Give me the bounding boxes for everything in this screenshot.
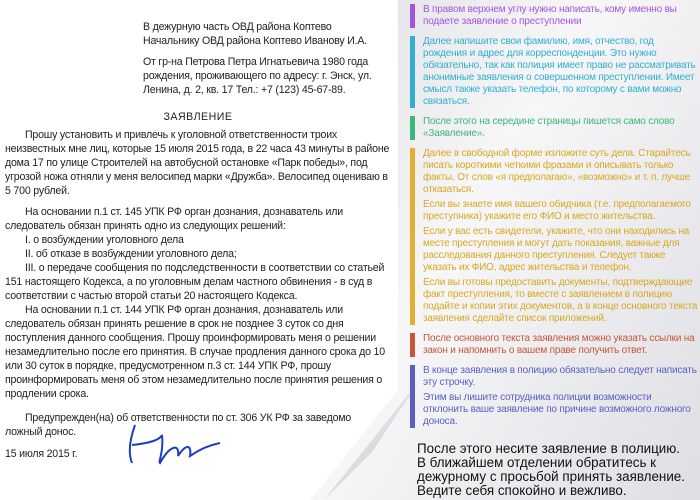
document-title: ЗАЯВЛЕНИЕ	[163, 111, 233, 123]
final-instructions	[410, 442, 698, 498]
note-addressee	[410, 4, 698, 28]
list-item: II. об отказе в возбуждении уголовного дела;	[25, 248, 237, 260]
note-false-report	[410, 365, 698, 428]
note-text: После этого на середине страницы пишется само слово «Заявление».	[423, 116, 675, 139]
note-text: Если вы знаете имя вашего обидчика (т.е. предполагаемого преступника) укажите его ФИО и место жительства.	[423, 199, 691, 222]
date-signature-row	[5, 447, 391, 467]
annotations-column	[410, 4, 698, 498]
document-content	[5, 20, 391, 467]
note-body	[410, 148, 698, 325]
list-item: III. о передаче сообщения по подследственности в соответствии со статьей 151 настоящего Кодекса, а по уголовным делам частного обвинения - в суд в соответствии с частью второй статьи 20 настоящего Кодекса.	[5, 262, 385, 302]
note-text: В конце заявления в полицию обязательно следует написать эту строчку.	[423, 365, 697, 388]
paragraph: Прошу установить и привлечь к уголовной ответственности троих неизвестных мне лиц, которые 15 июля 2015 года, в 22 часа 43 минуты в районе дома 17 по улице Строителей на автобусной остановке «Парк победы», под угрозой ножа отняли у меня велосипед марки «Дружба». Велосипед оцениваю в 5 700 рублей.	[5, 129, 390, 197]
document-header	[143, 20, 391, 104]
list-item: I. о возбуждении уголовного дела	[25, 234, 184, 246]
note-text: Если у вас есть свидетели, укажите, что они находились на месте преступления и могут дать показания, важные для расследования данного преступления. Следует также указать их ФИО, адрес жительства и телефон.	[423, 226, 690, 273]
paragraph: На основании п.1 ст. 144 УПК РФ орган дознания, дознаватель или следователь обязан принять решение в срок не позднее 3 суток со дня поступления данного сообщения. Прошу проинформировать меня о решении незамедлительно после его принятия. В случае продления данного срока до 10 или 30 суток в порядке, предусмотренном п.3 ст. 144 УПК РФ, прошу проинформировать меня об этом незамедлительно после принятия решения о продлении срока.	[5, 304, 385, 400]
addressee-line: В дежурную часть ОВД района Коптево	[143, 21, 332, 33]
document-date: 15 июля 2015 г.	[5, 448, 78, 460]
final-line: В ближайшем отделении обратитесь к	[417, 455, 657, 470]
signature	[120, 419, 230, 469]
final-line: дежурному с просьбой принять заявление.	[417, 469, 685, 484]
final-line: После этого несите заявление в полицию.	[417, 441, 681, 456]
note-law	[410, 333, 698, 357]
warning-paragraph: Предупрежден(на) об ответственности по ст. 306 УК РФ за заведомо ложный донос.	[5, 412, 352, 438]
paragraph: На основании п.1 ст. 145 УПК РФ орган дознания, дознаватель или следователь обязан принять одно из следующих решений:	[5, 206, 343, 232]
note-text: В правом верхнем углу нужно написать, кому именно вы подаете заявление о преступлении	[423, 4, 677, 27]
note-sender	[410, 36, 698, 108]
note-text: После основного текста заявления можно указать ссылки на закон и напомнить о вашем праве получить ответ.	[423, 333, 695, 356]
note-text: Далее напишите свои фамилию, имя, отчество, год рождения и адрес для корреспонденции. Это нужно обязательно, так как полиция имеет право не рассматривать анонимные заявления о совершенном преступлении. Имеет смысл также указать телефон, по которому с вами можно связаться.	[423, 36, 696, 107]
note-text: Далее в свободной форме изложите суть дела. Старайтесь писать короткими четкими фразами и описывать только факты. От слов «я предполагаю», «возможно» и т. п. лучше отказаться.	[423, 148, 691, 195]
sender-info: От гр-на Петрова Петра Игнатьевича 1980 года рождения, проживающего по адресу: г. Энск, ул. Ленина, д. 2, кв. 17 Тел.: +7 (123) 45-67-89.	[143, 56, 372, 96]
note-text: Если вы готовы предоставить документы, подтверждающие факт преступления, то вместе с заявлением в полицию подайте и копии этих документов, а в конце основного текста заявления сделайте список приложений.	[423, 277, 698, 324]
document-body	[5, 128, 391, 439]
note-text: Этим вы лишите сотрудника полиции возможности отклонить ваше заявление по причине возможного ложного доноса.	[423, 392, 691, 427]
note-title	[410, 116, 698, 140]
addressee-line: Начальнику ОВД района Коптево Иванову И.А.	[143, 35, 367, 47]
final-line: Ведите себя спокойно и вежливо.	[417, 483, 627, 498]
